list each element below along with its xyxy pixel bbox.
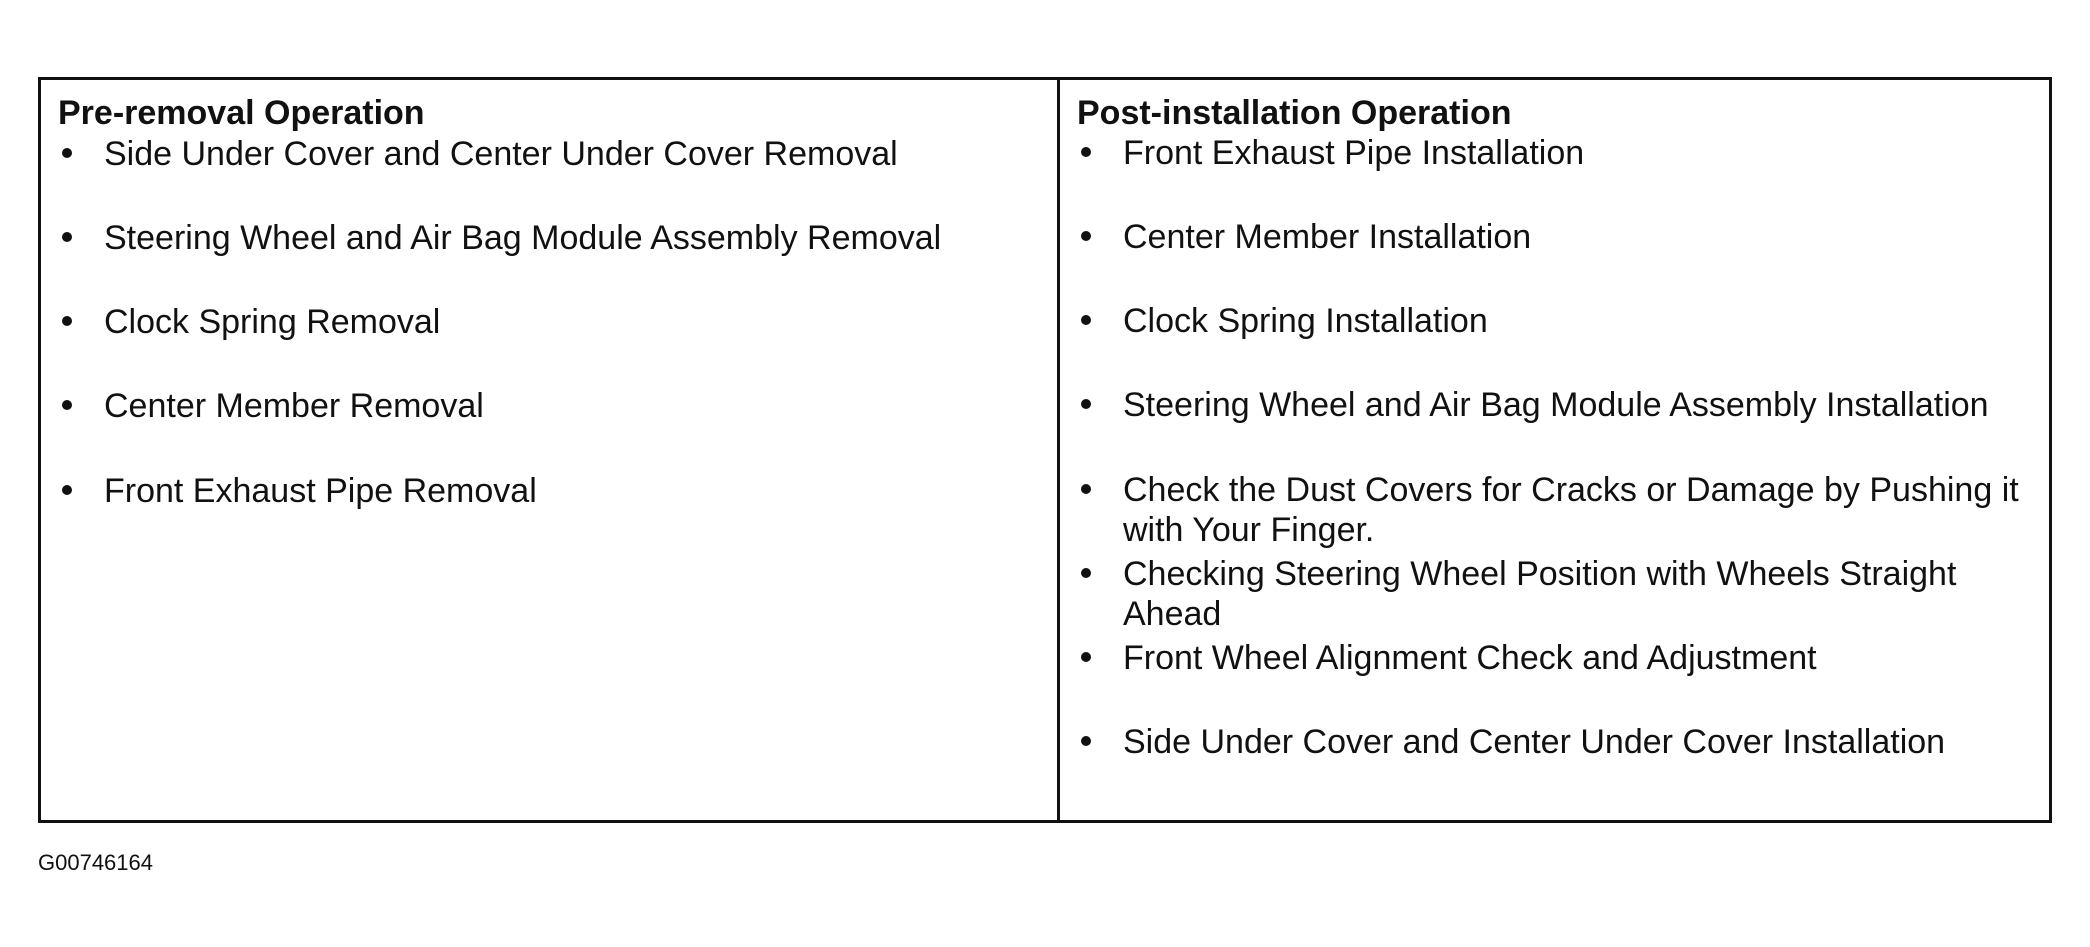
bullet-icon [1077,133,1123,173]
list-item-text: Center Member Removal [104,387,484,425]
list-item [1077,385,1989,425]
pre-removal-title: Pre-removal Operation [58,94,425,132]
list-item [1077,217,1531,257]
list-item [1077,470,2053,550]
operations-table [38,77,2052,823]
bullet-icon [1077,554,1123,594]
list-item-text: Steering Wheel and Air Bag Module Assembly Removal [104,219,942,257]
list-item-text: Clock Spring Installation [1123,302,1488,340]
list-item-text: Side Under Cover and Center Under Cover Removal [104,135,898,173]
list-item [58,386,484,426]
list-item-text: Clock Spring Removal [104,303,441,341]
bullet-icon [58,302,104,342]
bullet-icon [1077,217,1123,257]
post-installation-title: Post-installation Operation [1077,94,1512,132]
list-item-text: Front Exhaust Pipe Installation [1123,134,1585,172]
list-item [58,218,941,258]
post-installation-column [1060,80,2049,820]
bullet-icon [58,134,104,174]
list-item-text: Checking Steering Wheel Position with Wheels Straight Ahead [1123,555,1957,633]
list-item-text: Steering Wheel and Air Bag Module Assembly Installation [1123,386,1989,424]
bullet-icon [1077,301,1123,341]
list-item [1077,722,1945,762]
bullet-icon [1077,638,1123,678]
list-item [58,302,440,342]
bullet-icon [1077,385,1123,425]
list-item-text: Center Member Installation [1123,218,1532,256]
bullet-icon [58,386,104,426]
list-item-text: Side Under Cover and Center Under Cover Installation [1123,723,1946,761]
pre-removal-column [41,80,1060,820]
list-item-text: Check the Dust Covers for Cracks or Damage by Pushing it with Your Finger. [1123,471,2019,549]
list-item [58,134,898,174]
list-item [1077,554,2053,634]
list-item [58,471,537,511]
bullet-icon [58,471,104,511]
list-item-text: Front Wheel Alignment Check and Adjustment [1123,639,1817,677]
list-item-text: Front Exhaust Pipe Removal [104,472,537,510]
figure-id: G00746164 [38,850,153,875]
list-item [1077,133,1584,173]
bullet-icon [1077,722,1123,762]
bullet-icon [1077,470,1123,510]
list-item [1077,301,1488,341]
bullet-icon [58,218,104,258]
list-item [1077,638,1817,678]
